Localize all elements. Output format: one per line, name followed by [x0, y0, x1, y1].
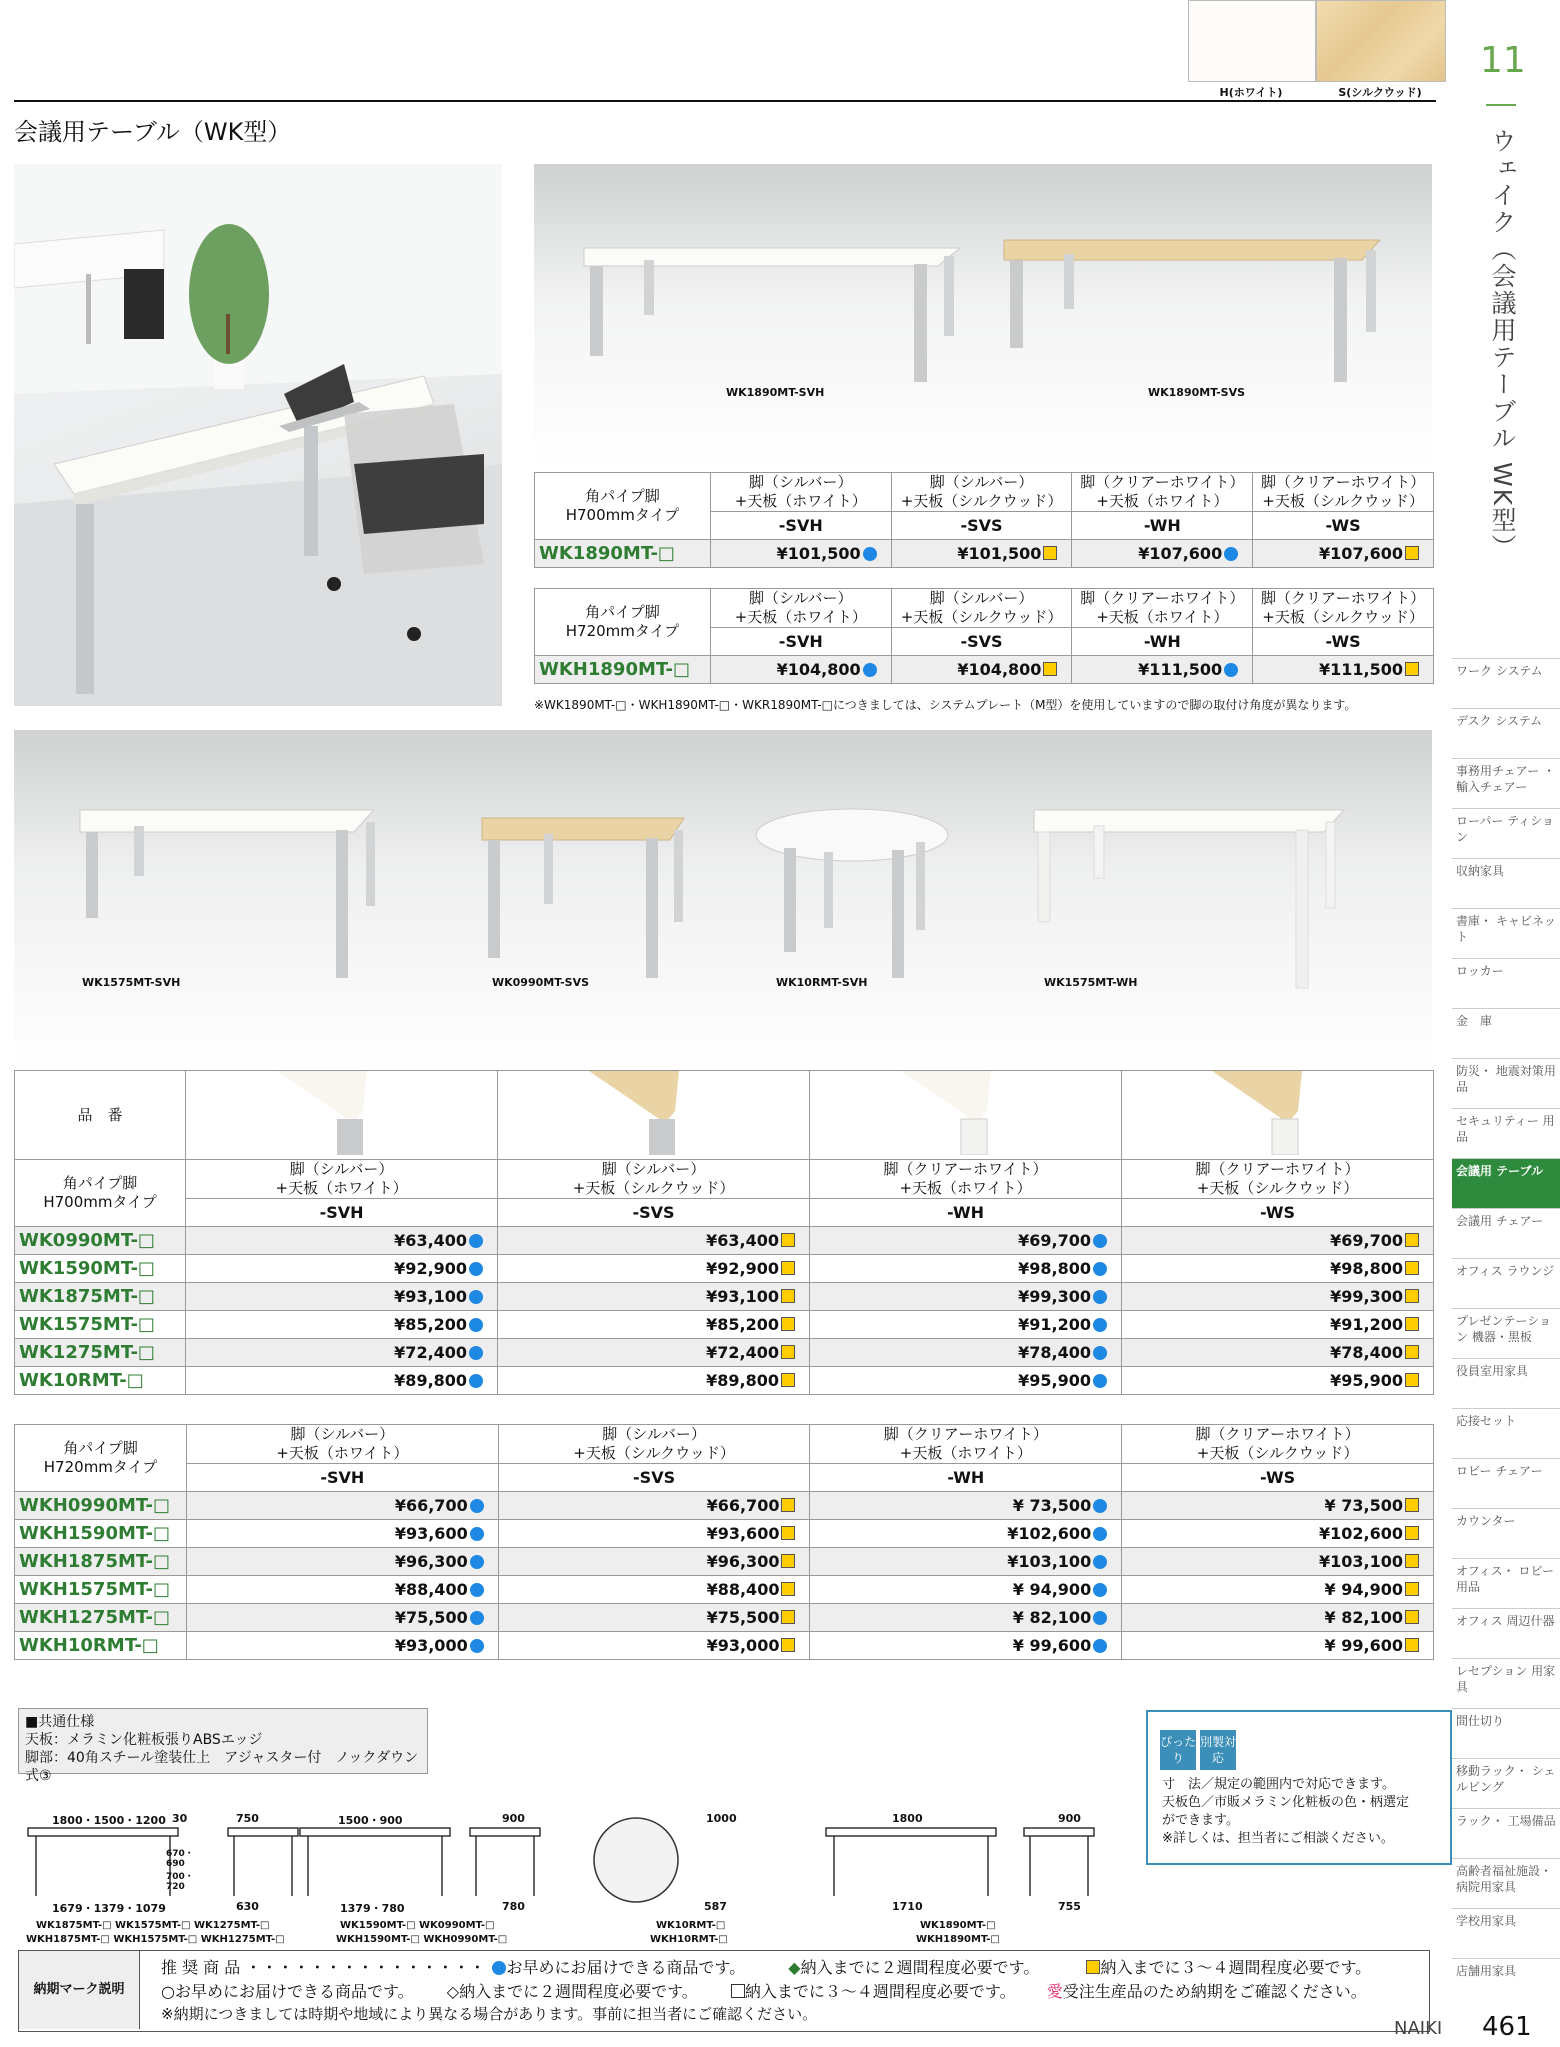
lead-time-square-icon	[781, 1554, 795, 1568]
dim-3-caption-2: WKH10RMT-□	[650, 1934, 728, 1945]
price-cell: ¥95,900	[1121, 1367, 1433, 1395]
table-row	[15, 1632, 1434, 1660]
stock-dot-icon	[1093, 1611, 1107, 1625]
table-row	[15, 1227, 1434, 1255]
table-row	[15, 1520, 1434, 1548]
stock-dot-icon	[469, 1262, 483, 1276]
order-icon: 愛	[1046, 1982, 1063, 2001]
product-code: WK1890MT-□	[535, 540, 711, 568]
legend-recommended: 推 奨 商 品	[161, 1958, 241, 1977]
dim-1-side-top: 750	[236, 1812, 259, 1825]
price-cell: ¥104,800	[710, 656, 891, 684]
variant-desc: 脚（シルバー） +天板（シルクウッド）	[891, 589, 1072, 628]
stock-dot-icon	[1093, 1262, 1107, 1276]
price-cell: ¥ 94,900	[1122, 1576, 1434, 1604]
sidebar-item-11[interactable]: 会議用 チェアー	[1452, 1208, 1560, 1258]
price-cell: ¥107,600	[1253, 540, 1434, 568]
legend-1a: お早めにお届けできる商品です。	[506, 1958, 746, 1977]
variant-code: -SVH	[186, 1199, 498, 1227]
price-cell: ¥ 82,100	[810, 1604, 1122, 1632]
table-row	[15, 1311, 1434, 1339]
price-cell: ¥ 73,500	[810, 1492, 1122, 1520]
lead-time-square-icon	[781, 1317, 795, 1331]
swatch-silkwood-label: S(シルクウッド)	[1338, 86, 1422, 99]
stock-dot-icon	[469, 1290, 483, 1304]
lead-time-square-icon	[1405, 1373, 1419, 1387]
lifestyle-photo	[14, 164, 502, 706]
stock-dot-icon	[470, 1527, 484, 1541]
chapter-number: 11	[1480, 40, 1526, 81]
type-label: 角パイプ脚 H720mmタイプ	[535, 589, 711, 656]
legend-row-2	[161, 1979, 1367, 2002]
product-code: WK1590MT-□	[15, 1255, 186, 1283]
dim-1-caption-2: WKH1875MT-□ WKH1575MT-□ WKH1275MT-□	[26, 1934, 285, 1945]
table-row	[15, 1367, 1434, 1395]
corner-swatch	[811, 1071, 1121, 1155]
product-code: WKH1875MT-□	[15, 1548, 187, 1576]
price-cell: ¥66,700	[498, 1492, 810, 1520]
mid-product-caption-4: WK1575MT-WH	[1044, 976, 1138, 989]
legend-label: 納期マーク説明	[19, 1951, 140, 2029]
lead-time-square-icon	[1405, 1345, 1419, 1359]
lead-time-square-icon	[781, 1261, 795, 1275]
dim-2-caption-1: WK1590MT-□ WK0990MT-□	[340, 1920, 495, 1931]
variant-code: -WH	[810, 1199, 1122, 1227]
top-product-caption-2: WK1890MT-SVS	[1148, 386, 1246, 399]
price-cell: ¥91,200	[810, 1311, 1122, 1339]
lead-time-square-icon	[1405, 1289, 1419, 1303]
lead-time-square-icon	[1043, 546, 1057, 560]
lead-time-square-icon	[1405, 1554, 1419, 1568]
top-price-table-700	[534, 472, 1434, 568]
variant-code: -SVS	[891, 628, 1072, 656]
sidebar-item-5[interactable]: 書庫・ キャビネット	[1452, 908, 1560, 958]
square-outline-icon	[731, 1984, 745, 1998]
price-cell: ¥96,300	[186, 1548, 498, 1576]
dim-2-caption-2: WKH1590MT-□ WKH0990MT-□	[336, 1934, 508, 1945]
sidebar-item-25[interactable]: 学校用家具	[1452, 1908, 1560, 1958]
swatch-white-label: H(ホワイト)	[1219, 86, 1283, 99]
price-cell: ¥92,900	[498, 1255, 810, 1283]
dim-1-caption-1: WK1875MT-□ WK1575MT-□ WK1275MT-□	[36, 1920, 270, 1931]
variant-code: -SVS	[498, 1464, 810, 1492]
price-cell: ¥69,700	[810, 1227, 1122, 1255]
price-cell: ¥66,700	[186, 1492, 498, 1520]
product-code: WKH10RMT-□	[15, 1632, 187, 1660]
sidebar-item-16[interactable]: ロビー チェアー	[1452, 1458, 1560, 1508]
dim-2-side-top: 900	[502, 1812, 525, 1825]
sidebar-item-10[interactable]: 会議用 テーブル	[1452, 1158, 1560, 1208]
sidebar-item-6[interactable]: ロッカー	[1452, 958, 1560, 1008]
main-price-table-720	[14, 1424, 1434, 1660]
lead-time-square-icon	[1405, 662, 1419, 676]
variant-desc: 脚（クリアーホワイト） +天板（シルクウッド）	[1253, 589, 1434, 628]
variant-desc: 脚（クリアーホワイト） +天板（シルクウッド）	[1121, 1160, 1433, 1199]
sidebar-item-20[interactable]: レセプション 用家具	[1452, 1658, 1560, 1708]
dim-2-bottom: 1379・780	[340, 1902, 405, 1915]
stock-dot-icon	[1093, 1318, 1107, 1332]
top-note: ※WK1890MT-□・WKH1890MT-□・WKR1890MT-□につきましては、システムプレート（M型）を使用していますので脚の取付け角度が異なります。	[534, 698, 1357, 712]
stock-dot-icon	[1093, 1527, 1107, 1541]
product-code: WK1875MT-□	[15, 1283, 186, 1311]
product-code: WK1575MT-□	[15, 1311, 186, 1339]
mid-product-photo	[14, 730, 1432, 1066]
variant-code: -SVH	[710, 628, 891, 656]
sidebar-item-21[interactable]: 間仕切り	[1452, 1708, 1560, 1758]
lead-time-square-icon	[1043, 662, 1057, 676]
price-cell: ¥89,800	[186, 1367, 498, 1395]
lead-time-square-icon	[781, 1582, 795, 1596]
price-cell: ¥78,400	[1121, 1339, 1433, 1367]
variant-desc: 脚（シルバー） +天板（ホワイト）	[710, 589, 891, 628]
legend-row-3: ※納期につきましては時期や地域により異なる場合があります。事前に担当者にご確認ください。	[161, 2005, 818, 2023]
price-cell: ¥ 82,100	[1122, 1604, 1434, 1632]
sidebar-item-7[interactable]: 金 庫	[1452, 1008, 1560, 1058]
price-cell: ¥78,400	[810, 1339, 1122, 1367]
variant-code: -SVH	[710, 512, 891, 540]
mid-product-caption-3: WK10RMT-SVH	[776, 976, 868, 989]
delivery-legend	[18, 1950, 1430, 2032]
price-cell: ¥101,500	[710, 540, 891, 568]
variant-code: -SVS	[498, 1199, 810, 1227]
price-cell: ¥101,500	[891, 540, 1072, 568]
product-code: WK10RMT-□	[15, 1367, 186, 1395]
sidebar-item-13[interactable]: プレゼンテーション 機器・黒板	[1452, 1308, 1560, 1358]
sidebar-item-3[interactable]: ローパー ティション	[1452, 808, 1560, 858]
variant-code: -WS	[1253, 628, 1434, 656]
dim-1-side-bottom: 630	[236, 1900, 259, 1913]
stock-dot-icon	[1093, 1555, 1107, 1569]
lead-time-square-icon	[781, 1610, 795, 1624]
swatch-cell	[498, 1071, 810, 1160]
top-product-photo	[534, 164, 1432, 466]
variant-desc: 脚（シルバー） +天板（ホワイト）	[186, 1160, 498, 1199]
lead-time-square-icon	[781, 1526, 795, 1540]
sidebar-item-9[interactable]: セキュリティー 用品	[1452, 1108, 1560, 1158]
main-price-table-700	[14, 1070, 1434, 1395]
variant-desc: 脚（シルバー） +天板（シルクウッド）	[498, 1160, 810, 1199]
stock-dot-icon	[492, 1961, 506, 1975]
spec-line-2: 脚部：40角スチール塗装仕上 アジャスター付 ノックダウン式③	[25, 1750, 419, 1784]
variant-code: -WH	[1072, 512, 1253, 540]
type-label: 角パイプ脚 H720mmタイプ	[15, 1425, 187, 1492]
sidebar-item-19[interactable]: オフィス 周辺什器	[1452, 1608, 1560, 1658]
lead-time-square-icon	[1405, 1638, 1419, 1652]
header-rule	[14, 100, 1436, 102]
stock-dot-icon	[469, 1346, 483, 1360]
product-code: WK1275MT-□	[15, 1339, 186, 1367]
page-title: 会議用テーブル（WK型）	[14, 118, 292, 146]
stock-dot-icon	[1093, 1499, 1107, 1513]
brand: NAIKI	[1394, 2018, 1443, 2039]
price-cell: ¥111,500	[1253, 656, 1434, 684]
table-row	[15, 1548, 1434, 1576]
table-row	[15, 1255, 1434, 1283]
variant-code: -WH	[810, 1464, 1122, 1492]
sidebar-item-0[interactable]: ワーク システム	[1452, 658, 1560, 708]
sidebar-item-4[interactable]: 収納家具	[1452, 858, 1560, 908]
custom-order-box	[1146, 1710, 1452, 1865]
dim-3-caption-1: WK10RMT-□	[656, 1920, 726, 1931]
variant-desc: 脚（クリアーホワイト） +天板（シルクウッド）	[1122, 1425, 1434, 1464]
lead-time-square-icon	[1405, 1233, 1419, 1247]
price-cell: ¥102,600	[1122, 1520, 1434, 1548]
swatch-cell	[810, 1071, 1122, 1160]
lead-time-square-icon	[781, 1498, 795, 1512]
lead-time-square-icon	[1405, 1526, 1419, 1540]
price-cell: ¥107,600	[1072, 540, 1253, 568]
lifestyle-illustration	[14, 164, 502, 706]
stock-dot-icon	[1224, 663, 1238, 677]
sidebar-nav	[1452, 658, 1560, 2008]
diamond-icon: ◆	[788, 1958, 801, 1977]
stock-dot-icon	[470, 1555, 484, 1569]
sidebar-title: ウェイク（会議用テーブル WK型）	[1488, 128, 1517, 562]
lead-time-square-icon	[1086, 1960, 1100, 1974]
sidebar-item-15[interactable]: 応接セット	[1452, 1408, 1560, 1458]
price-cell: ¥75,500	[186, 1604, 498, 1632]
price-cell: ¥103,100	[810, 1548, 1122, 1576]
legend-1b: 納入までに２週間程度必要です。	[800, 1958, 1040, 1977]
variant-desc: 脚（シルバー） +天板（ホワイト）	[710, 473, 891, 512]
mid-product-caption-1: WK1575MT-SVH	[82, 976, 181, 989]
stock-dot-icon	[1093, 1234, 1107, 1248]
common-spec-box	[18, 1708, 428, 1784]
part-number-header: 品 番	[15, 1071, 186, 1160]
product-code: WKH1575MT-□	[15, 1576, 187, 1604]
variant-code: -WS	[1253, 512, 1434, 540]
sidebar-item-18[interactable]: オフィス・ ロビー用品	[1452, 1558, 1560, 1608]
legend-2c: 納入までに３～４週間程度必要です。	[744, 1982, 1016, 2001]
sidebar-item-12[interactable]: オフィス ラウンジ	[1452, 1258, 1560, 1308]
lead-time-square-icon	[1405, 1317, 1419, 1331]
lead-time-square-icon	[781, 1638, 795, 1652]
dim-1-thirty: 30	[172, 1812, 188, 1825]
legend-leader: ・・・・・・・・・・・・・・・	[245, 1958, 486, 1977]
price-cell: ¥93,000	[498, 1632, 810, 1660]
sidebar-item-1[interactable]: デスク システム	[1452, 708, 1560, 758]
price-cell: ¥102,600	[810, 1520, 1122, 1548]
lead-time-square-icon	[1405, 1610, 1419, 1624]
sidebar-item-8[interactable]: 防災・ 地震対策用品	[1452, 1058, 1560, 1108]
top-price-table-720	[534, 588, 1434, 684]
table-row	[15, 1339, 1434, 1367]
price-cell: ¥93,100	[186, 1283, 498, 1311]
dim-4-caption-1: WK1890MT-□	[920, 1920, 996, 1931]
variant-desc: 脚（クリアーホワイト） +天板（シルクウッド）	[1253, 473, 1434, 512]
corner-swatch	[499, 1071, 809, 1155]
dim-1-bottom: 1679・1379・1079	[52, 1902, 166, 1915]
table-row	[15, 1604, 1434, 1632]
price-cell: ¥95,900	[810, 1367, 1122, 1395]
swatch-white	[1188, 0, 1316, 82]
price-cell: ¥ 94,900	[810, 1576, 1122, 1604]
variant-code: -WS	[1121, 1199, 1433, 1227]
type-label: 角パイプ脚 H700mmタイプ	[15, 1160, 186, 1227]
product-code: WKH1590MT-□	[15, 1520, 187, 1548]
chapter-underline	[1486, 104, 1516, 106]
variant-desc: 脚（シルバー） +天板（シルクウッド）	[891, 473, 1072, 512]
dim-4-bottom: 1710	[892, 1900, 923, 1913]
price-cell: ¥93,000	[186, 1632, 498, 1660]
product-code: WKH1275MT-□	[15, 1604, 187, 1632]
price-cell: ¥98,800	[810, 1255, 1122, 1283]
price-cell: ¥103,100	[1122, 1548, 1434, 1576]
price-cell: ¥92,900	[186, 1255, 498, 1283]
stock-dot-icon	[863, 663, 877, 677]
custom-badge-1: ぴったり	[1160, 1730, 1196, 1770]
stock-dot-icon	[469, 1318, 483, 1332]
legend-1c: 納入までに３～４週間程度必要です。	[1100, 1958, 1372, 1977]
variant-code: -SVH	[186, 1464, 498, 1492]
stock-dot-icon	[469, 1374, 483, 1388]
lead-time-square-icon	[781, 1373, 795, 1387]
dim-4-caption-2: WKH1890MT-□	[916, 1934, 1000, 1945]
price-cell: ¥63,400	[498, 1227, 810, 1255]
stock-dot-icon	[470, 1583, 484, 1597]
table-row	[15, 1283, 1434, 1311]
custom-line-4: ※詳しくは、担当者にご相談ください。	[1162, 1831, 1394, 1846]
price-cell: ¥104,800	[891, 656, 1072, 684]
price-cell: ¥111,500	[1072, 656, 1253, 684]
variant-code: -WH	[1072, 628, 1253, 656]
product-code: WK0990MT-□	[15, 1227, 186, 1255]
lead-time-square-icon	[781, 1289, 795, 1303]
dim-4-side-top: 900	[1058, 1812, 1081, 1825]
sidebar-item-22[interactable]: 移動ラック・ シェルビング	[1452, 1758, 1560, 1808]
sidebar-item-2[interactable]: 事務用チェアー ・輸入チェアー	[1452, 758, 1560, 808]
sidebar-item-26[interactable]: 店舗用家具	[1452, 1958, 1560, 2008]
price-cell: ¥69,700	[1121, 1227, 1433, 1255]
page-number: 461	[1482, 2012, 1532, 2042]
lead-time-square-icon	[1405, 1261, 1419, 1275]
price-cell: ¥88,400	[186, 1576, 498, 1604]
swatch-silkwood	[1316, 0, 1446, 82]
price-cell: ¥85,200	[186, 1311, 498, 1339]
stock-dot-icon	[1093, 1374, 1107, 1388]
variant-desc: 脚（クリアーホワイト） +天板（ホワイト）	[810, 1425, 1122, 1464]
variant-desc: 脚（シルバー） +天板（シルクウッド）	[498, 1425, 810, 1464]
price-cell: ¥99,300	[1121, 1283, 1433, 1311]
top-products-illustration	[534, 164, 1432, 466]
spec-heading: ■共通仕様	[25, 1714, 95, 1730]
variant-desc: 脚（クリアーホワイト） +天板（ホワイト）	[1072, 589, 1253, 628]
price-cell: ¥ 73,500	[1122, 1492, 1434, 1520]
price-cell: ¥75,500	[498, 1604, 810, 1632]
price-cell: ¥88,400	[498, 1576, 810, 1604]
dim-1-height: 670・690 700・720	[166, 1849, 194, 1892]
variant-code: -WS	[1122, 1464, 1434, 1492]
stock-dot-icon	[1224, 547, 1238, 561]
lead-time-square-icon	[1405, 1498, 1419, 1512]
sidebar-item-23[interactable]: ラック・ 工場備品	[1452, 1808, 1560, 1858]
stock-dot-icon	[1093, 1346, 1107, 1360]
stock-dot-icon	[469, 1234, 483, 1248]
legend-row-1	[161, 1955, 1371, 1978]
dim-1-top: 1800・1500・1200	[52, 1814, 166, 1827]
sidebar-item-24[interactable]: 高齢者福祉施設・ 病院用家具	[1452, 1858, 1560, 1908]
lead-time-square-icon	[1405, 1582, 1419, 1596]
price-cell: ¥ 99,600	[810, 1632, 1122, 1660]
mid-products-illustration	[14, 730, 1432, 1066]
product-code: WKH0990MT-□	[15, 1492, 187, 1520]
price-cell: ¥91,200	[1121, 1311, 1433, 1339]
legend-2a: ○お早めにお届けできる商品です。	[161, 1982, 414, 2001]
price-cell: ¥93,600	[498, 1520, 810, 1548]
variant-code: -SVS	[891, 512, 1072, 540]
price-cell: ¥ 99,600	[1122, 1632, 1434, 1660]
price-cell: ¥72,400	[186, 1339, 498, 1367]
dim-2-top: 1500・900	[338, 1814, 403, 1827]
dim-3-bottom: 587	[704, 1900, 727, 1913]
dim-4-side-bottom: 755	[1058, 1900, 1081, 1913]
corner-swatch	[187, 1071, 497, 1155]
price-cell: ¥85,200	[498, 1311, 810, 1339]
dim-4-top: 1800	[892, 1812, 923, 1825]
sidebar-item-14[interactable]: 役員室用家具	[1452, 1358, 1560, 1408]
mid-product-caption-2: WK0990MT-SVS	[492, 976, 590, 989]
corner-swatch	[1122, 1071, 1432, 1155]
price-cell: ¥98,800	[1121, 1255, 1433, 1283]
spec-line-1: 天板：メラミン化粧板張りABSエッジ	[25, 1732, 263, 1748]
top-product-caption-1: WK1890MT-SVH	[726, 386, 825, 399]
variant-desc: 脚（クリアーホワイト） +天板（ホワイト）	[810, 1160, 1122, 1199]
dim-2-side-bottom: 780	[502, 1900, 525, 1913]
custom-badge-2: 別製対応	[1200, 1730, 1236, 1770]
legend-2b: ◇納入までに２週間程度必要です。	[446, 1982, 698, 2001]
stock-dot-icon	[1093, 1639, 1107, 1653]
price-cell: ¥93,100	[498, 1283, 810, 1311]
price-cell: ¥93,600	[186, 1520, 498, 1548]
custom-line-3: ができます。	[1162, 1813, 1239, 1828]
dim-3-top: 1000	[706, 1812, 737, 1825]
stock-dot-icon	[863, 547, 877, 561]
price-cell: ¥72,400	[498, 1339, 810, 1367]
product-code: WKH1890MT-□	[535, 656, 711, 684]
stock-dot-icon	[1093, 1583, 1107, 1597]
variant-desc: 脚（クリアーホワイト） +天板（ホワイト）	[1072, 473, 1253, 512]
variant-desc: 脚（シルバー） +天板（ホワイト）	[186, 1425, 498, 1464]
table-row	[15, 1492, 1434, 1520]
stock-dot-icon	[470, 1639, 484, 1653]
stock-dot-icon	[470, 1611, 484, 1625]
lead-time-square-icon	[1405, 546, 1419, 560]
sidebar-item-17[interactable]: カウンター	[1452, 1508, 1560, 1558]
legend-2d: 受注生産品のため納期をご確認ください。	[1062, 1982, 1367, 2001]
swatch-cell	[1121, 1071, 1433, 1160]
custom-line-1: 寸 法／規定の範囲内で対応できます。	[1162, 1777, 1395, 1792]
lead-time-square-icon	[781, 1233, 795, 1247]
custom-line-2: 天板色／市販メラミン化粧板の色・柄選定	[1162, 1795, 1410, 1810]
price-cell: ¥99,300	[810, 1283, 1122, 1311]
swatch-cell	[186, 1071, 498, 1160]
stock-dot-icon	[1093, 1290, 1107, 1304]
price-cell: ¥96,300	[498, 1548, 810, 1576]
stock-dot-icon	[470, 1499, 484, 1513]
price-cell: ¥63,400	[186, 1227, 498, 1255]
price-cell: ¥89,800	[498, 1367, 810, 1395]
type-label: 角パイプ脚 H700mmタイプ	[535, 473, 711, 540]
lead-time-square-icon	[781, 1345, 795, 1359]
table-row	[15, 1576, 1434, 1604]
